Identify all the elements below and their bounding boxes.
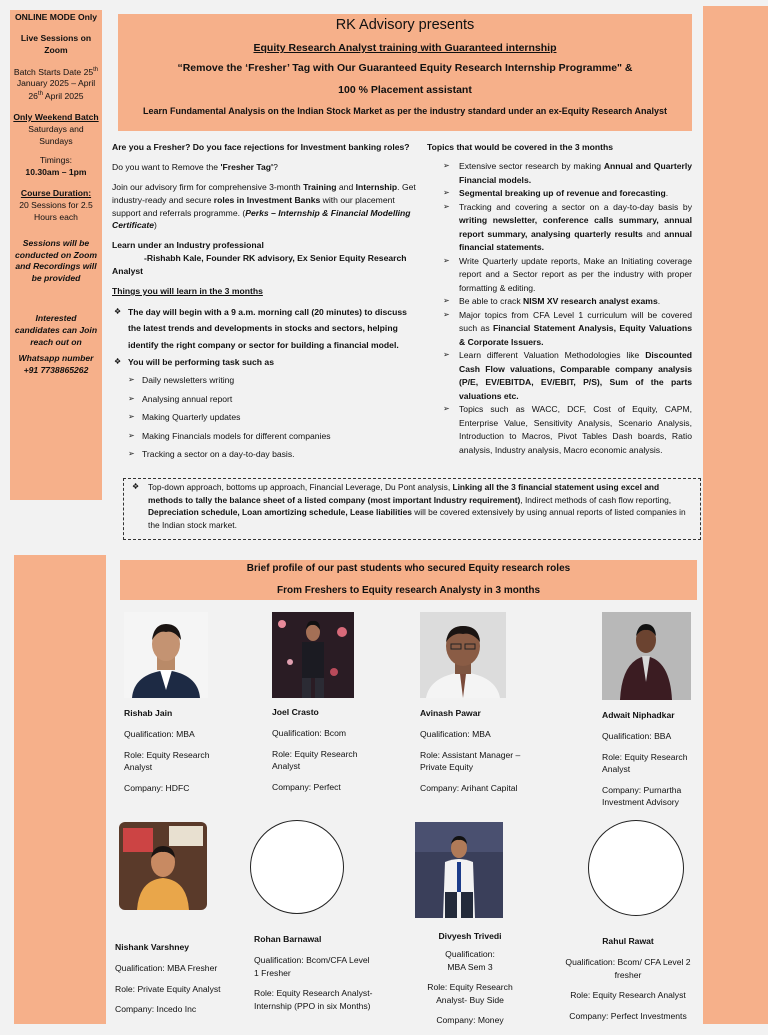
student-qualification: Qualification: MBA Fresher (115, 963, 218, 974)
program-subtitle: Equity Research Analyst training with Guaranteed internship (253, 42, 557, 54)
student-qualification: Qualification: BBA (602, 731, 672, 742)
student-photo (415, 822, 503, 918)
student-name: Divyesh Trivedi (438, 931, 502, 941)
weekend-batch: Only Weekend Batch Saturdays and Sundays (13, 111, 99, 146)
student-qualification: Qualification: Bcom/CFA Level 1 Fresher (254, 955, 370, 978)
list-item: ➢ Learn different Valuation Methodologies like Discounted Cash Flow valuations, Comparable company analysis (P/E, EV/EBITDA, EV/EBIT, P/S), Sum of the parts valuations etc. (427, 349, 692, 403)
profile-subtitle: From Freshers to Equity research Analysty in 3 months (276, 585, 541, 596)
list-item: ➢ Tracking and covering a sector on a day-to-day basis by writing newsletter, conference calls summary, annual report summary, analysing quarterly results and annual financial statements. (427, 201, 692, 255)
sessions-note: Sessions will be conducted on Zoom and Recordings will be provided (14, 237, 98, 284)
student-name: Joel Crasto (272, 707, 319, 717)
student-role: Role: Equity Research Analyst (570, 990, 686, 1001)
student-name: Avinash Pawar (420, 708, 481, 718)
student-role: Role: Equity Research Analyst (124, 749, 210, 773)
mentor-line: -Rishabh Kale, Founder RK advisory, Ex Senior Equity Research Analyst (112, 253, 407, 277)
left-decor-bar-bottom (14, 555, 106, 1024)
list-item: ➢ Analysing annual report (128, 390, 416, 408)
student-name: Rishab Jain (124, 708, 173, 718)
tagline: “Remove the ‘Fresher’ Tag with Our Guaranteed Equity Research Internship Programme" & (177, 62, 633, 74)
student-role: Role: Equity Research Analyst (602, 751, 688, 775)
student-card (124, 707, 224, 802)
student-card (272, 706, 372, 801)
list-item: ➢ Extensive sector research by making Annual and Quarterly Financial models. (427, 160, 692, 187)
student-qualification: Qualification: Bcom/ CFA Level 2 fresher (565, 957, 691, 980)
student-photo (272, 612, 354, 698)
student-company: Company: Perfect (272, 781, 341, 792)
student-qualification: Qualification: MBA (420, 729, 491, 740)
student-photo (602, 612, 691, 700)
student-card (115, 941, 235, 1024)
student-role: Role: Assistant Manager – Private Equity (420, 749, 521, 773)
student-photo (119, 822, 207, 910)
student-company: Company: Incedo Inc (115, 1004, 197, 1015)
list-item: ➢ Major topics from CFA Level 1 curriculum will be covered such as Financial Statement Analysis, Equity Valuations & Corporate Issuers. (427, 309, 692, 349)
student-qualification: Qualification: MBA (124, 729, 195, 740)
tasks-list (112, 371, 416, 463)
student-photo-placeholder (588, 820, 684, 916)
question-tag: Do you want to Remove the 'Fresher Tag'? (112, 161, 278, 172)
live-text: Live Sessions on Zoom (20, 32, 92, 55)
student-card (415, 930, 525, 1035)
student-company: Company: HDFC (124, 782, 190, 793)
student-qualification: Qualification: Bcom (272, 728, 347, 739)
course-duration: Course Duration: 20 Sessions for 2.5 Hours each (19, 188, 93, 222)
right-decor-bar (703, 6, 768, 1024)
list-item: ❖ The day will begin with a 9 a.m. morning call (20 minutes) to discuss the latest trends and developments in stocks and sectors, helping identify the right company or sector for building a financial model. (112, 304, 416, 353)
header-banner (118, 14, 692, 131)
student-company: Company: Perfect Investments (569, 1010, 687, 1021)
student-company: Company: Purnartha Investment Advisory (602, 784, 682, 808)
student-photo-placeholder (250, 820, 344, 914)
batch-date: Batch Starts Date 25th January 2025 – April 26th April 2025 (13, 66, 99, 102)
right-column (427, 141, 692, 457)
things-title: Things you will learn in the 3 months (112, 286, 263, 297)
learn-list (112, 304, 416, 370)
learn-text: Learn Fundamental Analysis on the Indian Stock Market as per the industry standard under an ex-Equity Research Analyst (143, 106, 667, 116)
student-company: Company: Money (436, 1015, 504, 1026)
list-item: ➢ Be able to crack NISM XV research analyst exams. (427, 295, 692, 308)
student-name: Nishank Varshney (115, 942, 190, 952)
placement-text: 100 % Placement assistant (338, 84, 472, 96)
student-role: Role: Private Equity Analyst (115, 983, 221, 994)
list-item: ➢ Tracking a sector on a day-to-day basis. (128, 445, 416, 463)
interest-note: Interested candidates can Join reach out on (14, 313, 98, 347)
list-item: ❖ You will be performing task such as (112, 354, 416, 370)
list-item: ➢ Segmental breaking up of revenue and forecasting. (427, 187, 692, 200)
whatsapp-number: Whatsapp number +91 7738865262 (18, 352, 94, 375)
student-photo (124, 612, 208, 698)
question-fresher: Are you a Fresher? Do you face rejections for Investment banking roles? (112, 142, 410, 152)
student-card (420, 707, 540, 802)
student-card (558, 935, 698, 1030)
learn-under: Learn under an Industry professional (112, 240, 264, 251)
student-name: Rohan Barnawal (254, 934, 322, 944)
student-card (254, 933, 376, 1020)
topics-title: Topics that would be covered in the 3 months (427, 142, 614, 152)
extra-topics-box: ❖ Top-down approach, bottoms up approach, Financial Leverage, Du Pont analysis, Linking all the 3 financial statement using excel and methods to tally the balance sheet of a listed company (most important Industry requirement), Indirect methods of cash flow reporting, Depreciation schedule, Loan amortizing schedule, Lease liabilities will be covered extensively by using annual reports of listed companies in the Indian stock market. (123, 478, 701, 540)
list-item: ➢ Write Quarterly update reports, Make an Initiating coverage report and a Sector report as per the industry with proper formatting & editing. (427, 255, 692, 295)
list-item: ➢ Making Financials models for different companies (128, 427, 416, 445)
topics-list (427, 160, 692, 457)
student-photo (420, 612, 506, 698)
presents-title: RK Advisory presents (335, 17, 475, 33)
info-sidebar (10, 10, 102, 500)
profile-banner (120, 560, 697, 600)
student-role: Role: Equity Research Analyst- Internship (PPO in six Months) (254, 988, 373, 1011)
list-item: ➢ Daily newsletters writing (128, 371, 416, 389)
student-card (602, 709, 700, 817)
student-qualification: Qualification: MBA Sem 3 (445, 949, 495, 972)
profile-title: Brief profile of our past students who secured Equity research roles (246, 563, 571, 574)
student-role: Role: Equity Research Analyst (272, 748, 358, 772)
left-column (112, 141, 416, 464)
timings: Timings: 10.30am – 1pm (25, 155, 87, 178)
mode-text: ONLINE MODE Only (14, 12, 98, 22)
list-item: ➢ Making Quarterly updates (128, 408, 416, 426)
student-role: Role: Equity Research Analyst- Buy Side (427, 982, 513, 1005)
list-item: ➢ Topics such as WACC, DCF, Cost of Equity, CAPM, Enterprise Value, Sensitivity Analysis, Scenario Analysis, Introduction to Macros, Pivot Tables Dash boards, Ratio analysis, Industry analysis, Macro economic analysis. (427, 403, 692, 457)
join-paragraph: Join our advisory firm for comprehensive 3-month Training and Internship. Get industry-ready and secure roles in Investment Banks with our placement support and referrals programme. (Perks – Internship & Financial Modelling Certificate) (112, 181, 416, 231)
student-company: Company: Arihant Capital (420, 782, 518, 793)
student-name: Rahul Rawat (602, 936, 654, 946)
student-name: Adwait Niphadkar (602, 710, 675, 720)
